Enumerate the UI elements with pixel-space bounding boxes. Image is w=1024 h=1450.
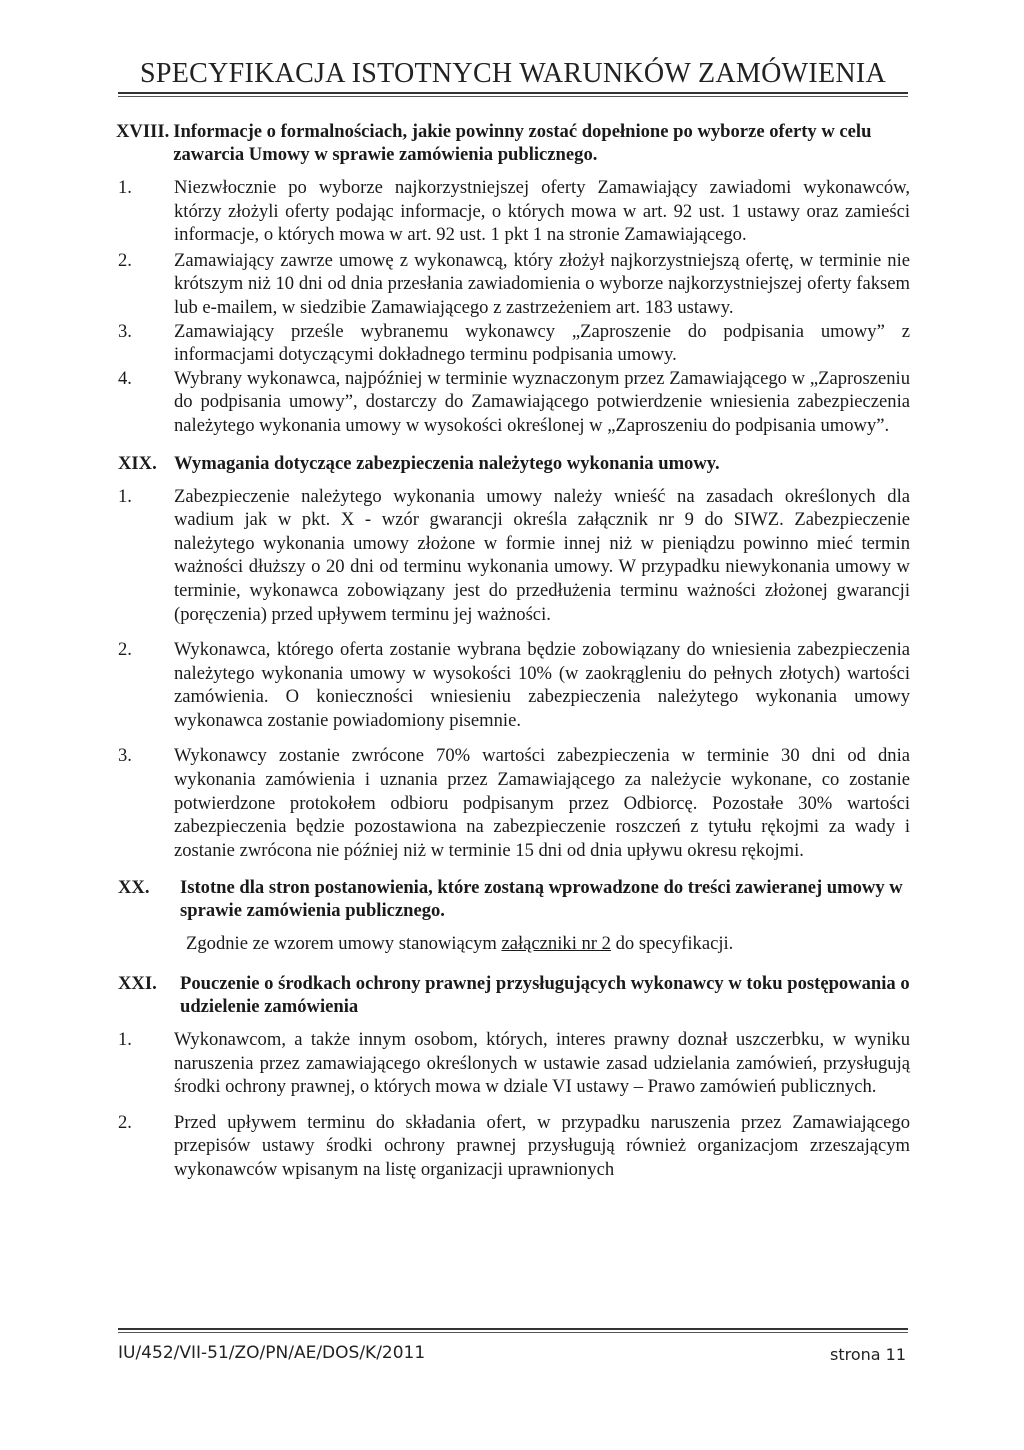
item-text: Wykonawca, którego oferta zostanie wybrana będzie zobowiązany do wniesienia zabezpieczenia należytego wykonania umowy w wysokości 10% (w zaokrągleniu do pełnych złotych) wartości zamówienia. O konieczności wniesieniu zabezpieczenia należytego wykonania umowy wykonawca zostanie powiadomiony pisemnie. bbox=[174, 639, 910, 731]
list-item bbox=[118, 485, 910, 627]
section-xix-items bbox=[118, 485, 910, 863]
page-header-title: SPECYFIKACJA ISTOTNYCH WARUNKÓW ZAMÓWIENIA bbox=[139, 58, 887, 89]
item-text: Zabezpieczenie należytego wykonania umowy należy wnieść na zasadach określonych dla wadium jak w pkt. X - wzór gwarancji określa załącznik nr 9 do SIWZ. Zabezpieczenie należytego wykonania umowy złożone w formie innej niż w pieniądzu powinno mieć termin ważności dłuższy o 20 dni od terminu wykonania umowy. W przypadku niewykonania umowy w terminie, wykonawca zobowiązany jest do przedłużenia terminu ważności złożonej gwarancji (poręczenia) przed upływem terminu jej ważności. bbox=[174, 485, 910, 625]
list-item bbox=[118, 1111, 910, 1182]
section-title: Istotne dla stron postanowienia, które zostaną wprowadzone do treści zawieranej umowy w sprawie zamówienia publicznego. bbox=[180, 877, 903, 922]
item-text: Zamawiający zawrze umowę z wykonawcą, który złożył najkorzystniejszą ofertę, w terminie nie krótszym niż 10 dni od dnia przesłania zawiadomienia o wyborze najkorzystniejszej oferty faksem lub e-mailem, w siedzibie Zamawiającego z zastrzeżeniem art. 183 ustawy. bbox=[174, 249, 910, 318]
item-number: 1. bbox=[118, 485, 132, 507]
section-title: Pouczenie o środkach ochrony prawnej przysługujących wykonawcy w toku postępowania o udzielenie zamówienia bbox=[180, 973, 910, 1018]
section-title: Informacje o formalnościach, jakie powinny zostać dopełnione po wyborze oferty w celu zawarcia Umowy w sprawie zamówienia publicznego. bbox=[173, 121, 872, 165]
item-text: Wykonawcom, a także innym osobom, których, interes prawny doznał uszczerbku, w wyniku naruszenia przez zamawiającego określonych w ustawie zasad udzielania zamówień, przysługują środki ochrony prawnej, o których mowa w dziale VI ustawy – Prawo zamówień publicznych. bbox=[174, 1029, 910, 1098]
paragraph-text-end: do specyfikacji. bbox=[610, 933, 734, 955]
item-number: 1. bbox=[118, 177, 132, 198]
header-rule bbox=[118, 92, 908, 94]
item-text: Niezwłocznie po wyborze najkorzystniejszej oferty Zamawiający zawiadomi wykonawców, którzy złożyli oferty podając informacje, o których mowa w art. 92 ust. 1 ustawy oraz zamieści informacje, o których mowa w art. 92 ust. 1 pkt 1 na stronie Zamawiającego. bbox=[174, 177, 910, 246]
item-number: 1. bbox=[118, 1029, 132, 1051]
section-number: XX. bbox=[118, 877, 150, 899]
list-item bbox=[118, 249, 910, 320]
item-number: 2. bbox=[118, 249, 132, 271]
section-xx-paragraph bbox=[186, 932, 910, 956]
item-text: Wybrany wykonawca, najpóźniej w terminie wyznaczonym przez Zamawiającego w „Zaproszeniu do podpisania umowy”, dostarczy do Zamawiającego potwierdzenie wniesienia zabezpieczenia należytego wykonania umowy w wysokości określonej w „Zaproszeniu do podpisania umowy”. bbox=[174, 367, 910, 436]
item-number: 2. bbox=[118, 1111, 132, 1133]
section-number: XVIII. bbox=[116, 121, 170, 142]
document-reference: IU/452/VII-51/ZO/PN/AE/DOS/K/2011 bbox=[118, 1343, 426, 1363]
document-content bbox=[118, 120, 910, 1182]
item-text: Zamawiający prześle wybranemu wykonawcy „Zaproszenie do podpisania umowy” z informacjami dotyczącymi dokładnego terminu podpisania umowy. bbox=[174, 320, 910, 366]
section-xxi-heading bbox=[118, 972, 910, 1018]
list-item bbox=[118, 176, 910, 247]
section-xviii-heading bbox=[116, 120, 910, 166]
header-rule-thin bbox=[118, 96, 908, 97]
list-item bbox=[118, 320, 910, 367]
footer-rule bbox=[118, 1328, 908, 1330]
item-number: 3. bbox=[118, 320, 132, 342]
list-item bbox=[118, 367, 910, 438]
footer-rule-thin bbox=[118, 1332, 908, 1333]
section-title: Wymagania dotyczące zabezpieczenia należytego wykonania umowy. bbox=[174, 452, 720, 474]
item-number: 4. bbox=[118, 367, 132, 389]
section-xx-heading bbox=[118, 876, 910, 922]
attachment-reference: załączniki nr 2 bbox=[501, 933, 611, 955]
list-item bbox=[118, 744, 910, 862]
list-item bbox=[118, 638, 910, 732]
list-item bbox=[118, 1028, 910, 1099]
item-text: Wykonawcy zostanie zwrócone 70% wartości zabezpieczenia w terminie 30 dni od dnia wykonania zamówienia i uznania przez Zamawiającego za należycie wykonane, co zostanie potwierdzone protokołem odbioru podpisanym przez Odbiorcę. Pozostałe 30% wartości zabezpieczenia będzie pozostawiona na zabezpieczenie roszczeń z tytułu rękojmi za wady i zostanie zwrócona nie później niż w terminie 15 dni od dnia upływu okresu rękojmi. bbox=[174, 745, 910, 861]
page-number: strona 11 bbox=[829, 1345, 906, 1364]
section-number: XIX. bbox=[118, 452, 157, 474]
item-number: 3. bbox=[118, 745, 132, 767]
paragraph-text: Zgodnie ze wzorem umowy stanowiącym bbox=[186, 933, 502, 955]
section-xxi-items bbox=[118, 1028, 910, 1182]
section-xviii-items bbox=[118, 176, 910, 438]
section-number: XXI. bbox=[118, 973, 157, 995]
item-text: Przed upływem terminu do składania ofert, w przypadku naruszenia przez Zamawiającego przepisów ustawy środki ochrony prawnej przysługują również organizacjom zrzeszającym wykonawców wpisanym na listę organizacji uprawnionych bbox=[174, 1111, 910, 1180]
item-number: 2. bbox=[118, 639, 132, 661]
section-xix-heading bbox=[118, 452, 910, 475]
